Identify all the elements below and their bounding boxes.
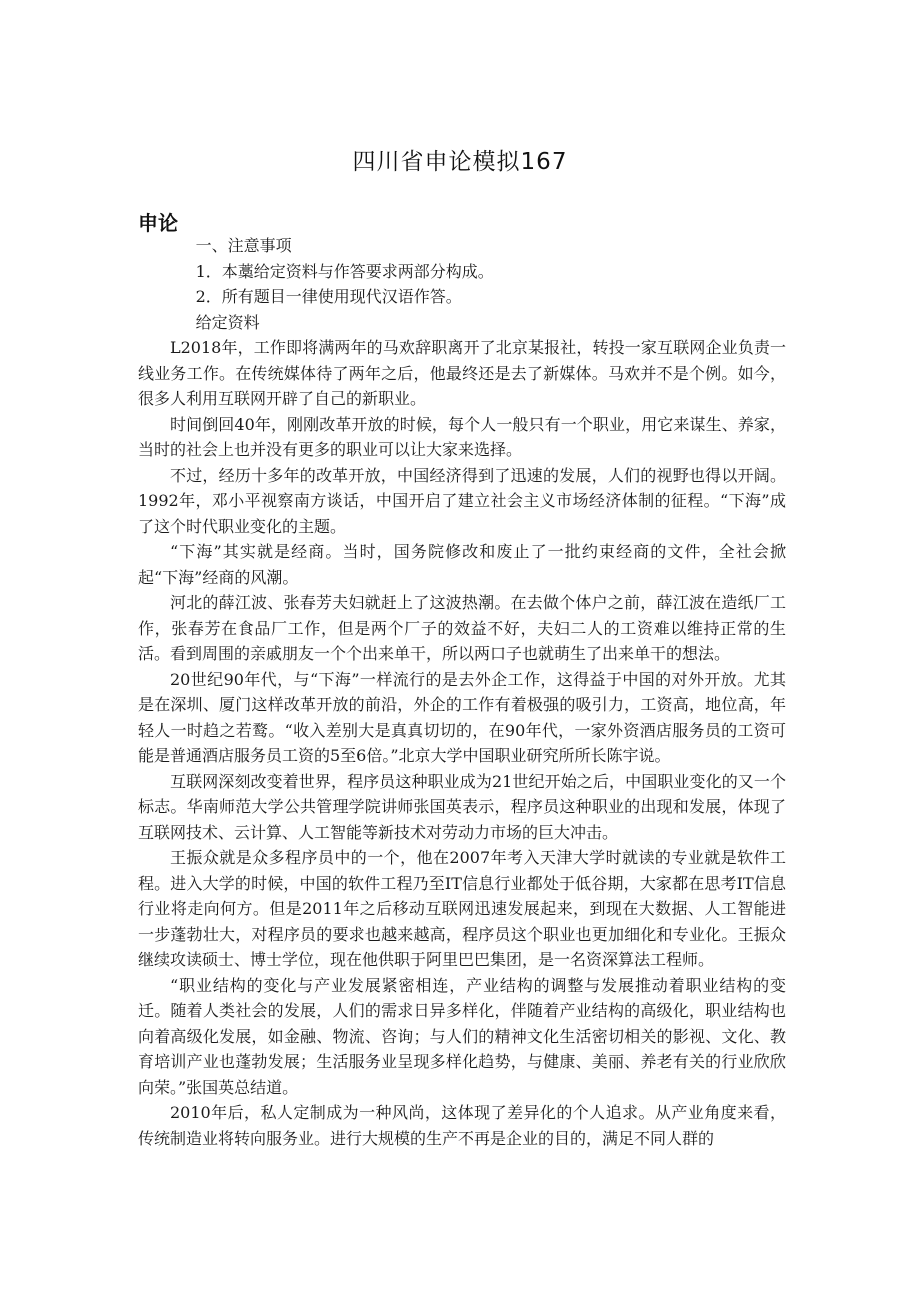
material-heading: 给定资料 <box>195 312 260 332</box>
paragraph: L2018年，工作即将满两年的马欢辞职离开了北京某报社，转投一家互联网企业负责一线业务工作。在传统媒体待了两年之后，他最终还是去了新媒体。马欢并不是个例。如今，很多人利用互联网开辟了自己的新职业。 <box>138 338 786 408</box>
paragraph: 2010年后，私人定制成为一种风尚，这体现了差异化的个人追求。从产业角度来看，传统制造业将转向服务业。进行大规模的生产不再是企业的目的，满足不同人群的 <box>138 1103 786 1148</box>
paragraph: 河北的薛江波、张春芳夫妇就赶上了这波热潮。在去做个体户之前，薛江波在造纸厂工作，张春芳在食品厂工作，但是两个厂子的效益不好，夫妇二人的工资难以维持正常的生活。看到周围的亲戚朋友一个个出来单干，所以两口子也就萌生了出来单干的想法。 <box>138 593 786 663</box>
paragraph: “下海”其实就是经商。当时，国务院修改和废止了一批约束经商的文件，全社会掀起“下海”经商的风潮。 <box>138 542 786 587</box>
notice-heading: 一、注意事项 <box>195 236 292 255</box>
notice-item: 1．本藁给定资料与作答要求两部分构成。 <box>195 261 494 281</box>
paragraph: 时间倒回40年，刚刚改革开放的时候，每个人一般只有一个职业，用它来谋生、养家，当时的社会上也并没有更多的职业可以让大家来选择。 <box>138 414 786 459</box>
paragraph: 20世纪90年代，与“下海”一样流行的是去外企工作，这得益于中国的对外开放。尤其是在深圳、厦门这样改革开放的前沿，外企的工作有着极强的吸引力，工资高，地位高，年轻人一时趋之若鹜。“收入差别大是真真切切的，在90年代，一家外资酒店服务员的工资可能是普通酒店服务员工资的5至6倍。”北京大学中国职业研究所所长陈宇说。 <box>138 669 786 765</box>
section-heading: 申论 <box>138 211 178 235</box>
paragraph: 不过，经历十多年的改革开放，中国经济得到了迅速的发展，人们的视野也得以开阔。1992年，邓小平视察南方谈话，中国开启了建立社会主义市场经济体制的征程。“下海”成了这个时代职业变化的主题。 <box>138 465 786 536</box>
notice-item: 2．所有题目一律使用现代汉语作答。 <box>195 287 462 306</box>
document-body <box>138 233 786 1151</box>
paragraph: “职业结构的变化与产业发展紧密相连，产业结构的调整与发展推动着职业结构的变迁。随着人类社会的发展，人们的需求日异多样化，伴随着产业结构的高级化，职业结构也向着高级化发展，如金融、物流、咨询；与人们的精神文化生活密切相关的影视、文化、教育培训产业也蓬勃发展；生活服务业呈现多样化趋势，与健康、美丽、养老有关的行业欣欣向荣。”张国英总结道。 <box>138 975 786 1097</box>
paragraph: 互联网深刻改变着世界，程序员这种职业成为21世纪开始之后，中国职业变化的又一个标志。华南师范大学公共管理学院讲师张国英表示，程序员这种职业的出现和发展，体现了互联网技术、云计算、人工智能等新技术对劳动力市场的巨大冲击。 <box>138 771 786 842</box>
paragraph: 王振众就是众多程序员中的一个，他在2007年考入天津大学时就读的专业就是软件工程。进入大学的时候，中国的软件工程乃至IT信息行业都处于低谷期，大家都在思考IT信息行业将走向何方。但是2011年之后移动互联网迅速发展起来，到现在大数据、人工智能进一步蓬勃壮大，对程序员的要求也越来越高，程序员这个职业也更加细化和专业化。王振众继续攻读硕士、博士学位，现在他供职于阿里巴巴集团，是一名资深算法工程师。 <box>138 848 786 969</box>
document-title: 四川省申论模拟167 <box>352 149 568 175</box>
